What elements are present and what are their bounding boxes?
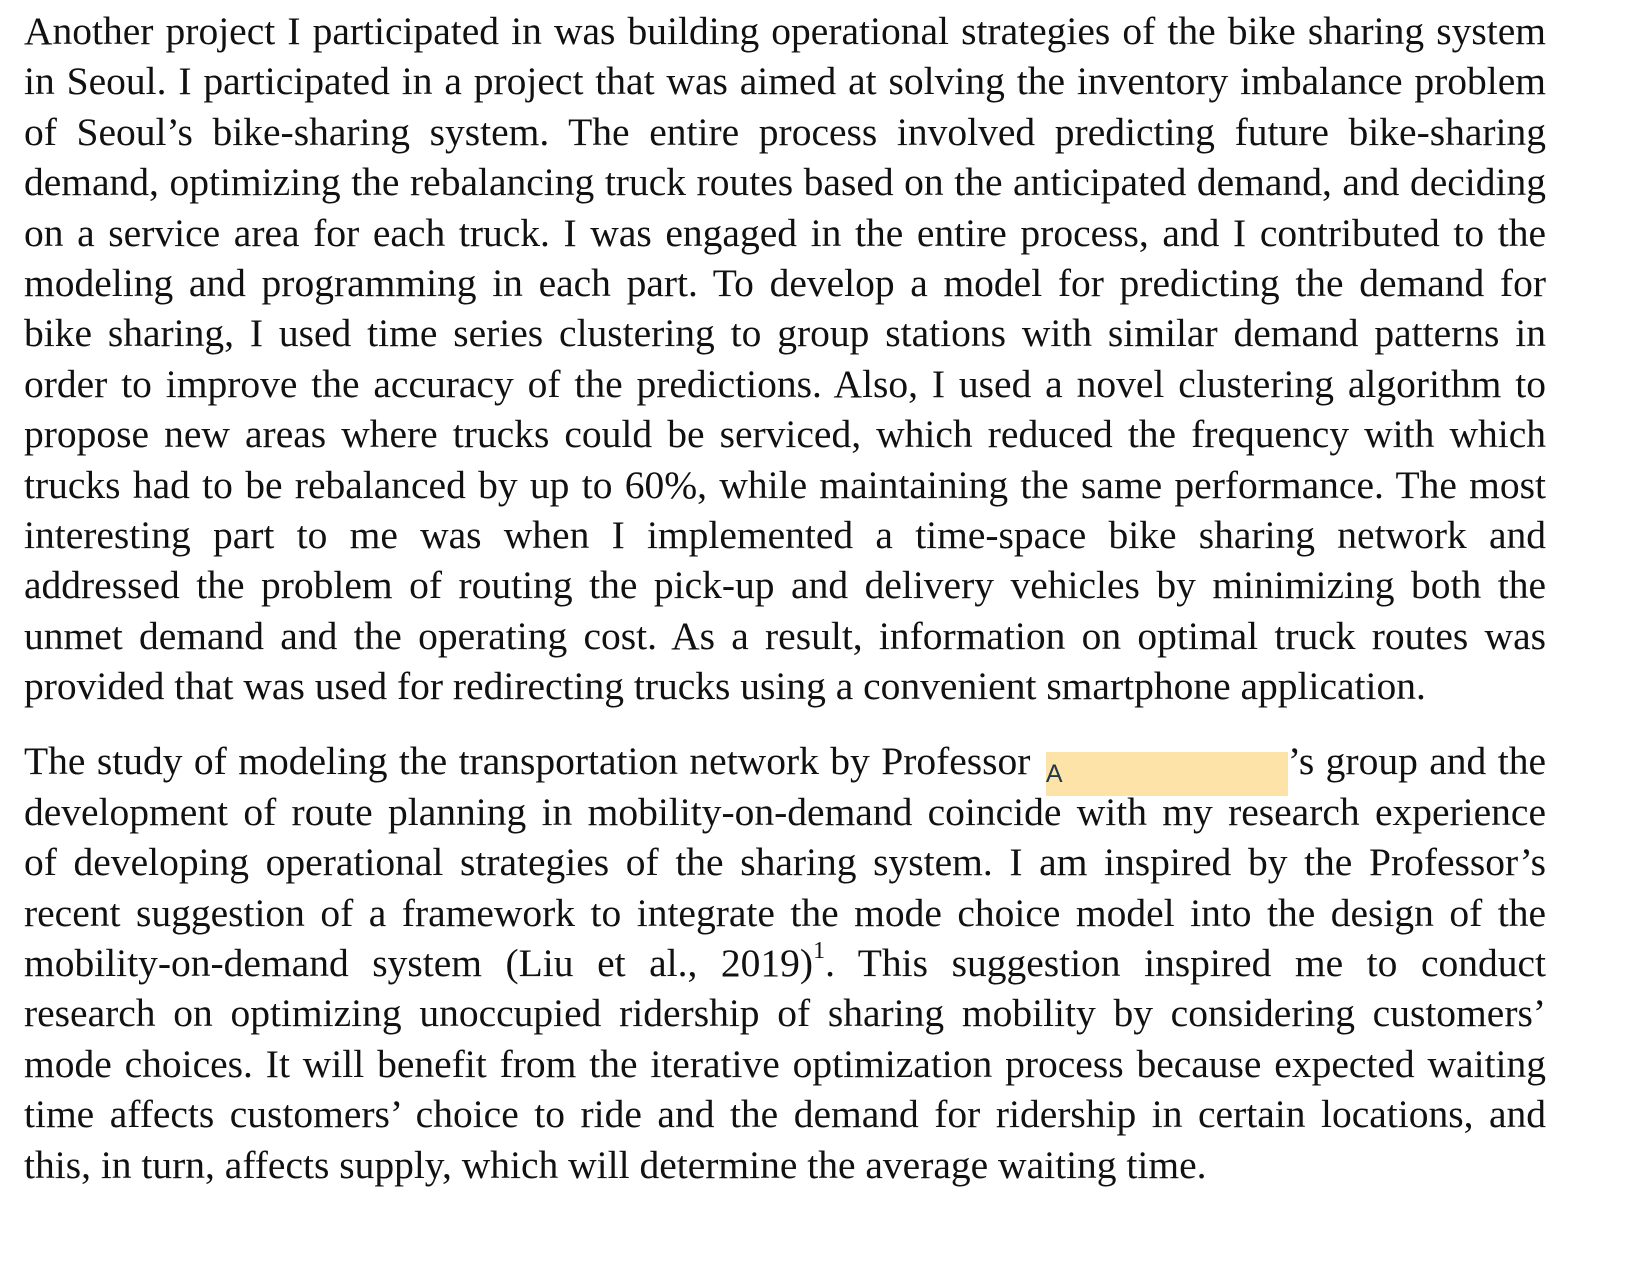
paragraph-line: provided that was used for redirecting trucks using a convenient smartphone application. [24, 664, 1426, 709]
paragraph-line: time affects customers’ choice to ride and the demand for ridership in certain locations, and [24, 1092, 1546, 1137]
paragraph-line: mode choices. It will benefit from the iterative optimization process because expected waiting [24, 1041, 1546, 1086]
paragraph-line: development of route planning in mobility-on-demand coincide with my research experience [24, 789, 1546, 834]
paragraph-line: on a service area for each truck. I was engaged in the entire process, and I contributed to the [24, 210, 1546, 255]
paragraph-line-with-redaction [24, 736, 1547, 789]
paragraph-line: unmet demand and the operating cost. As a result, information on optimal truck routes was [24, 613, 1546, 658]
paragraph-bike-sharing-project [24, 6, 1546, 711]
paragraph-line: interesting part to me was when I implemented a time-space bike sharing network and [24, 512, 1546, 557]
paragraph-line: in Seoul. I participated in a project that was aimed at solving the inventory imbalance problem [24, 59, 1546, 104]
line-text: The study of modeling the transportation network by Professor [24, 739, 1031, 784]
document-page [24, 6, 1546, 1190]
paragraph-spacer [24, 711, 1546, 736]
redacted-name-highlight: A [1046, 752, 1288, 796]
paragraph-line: trucks had to be rebalanced by up to 60%, while maintaining the same performance. The most [24, 462, 1546, 507]
line-text: ’s group and the [1287, 739, 1547, 784]
paragraph-professor-research [24, 736, 1546, 1190]
line-text: . This suggestion inspired me to conduct [825, 941, 1546, 986]
paragraph-line: modeling and programming in each part. To develop a model for predicting the demand for [24, 260, 1546, 305]
paragraph-line: this, in turn, affects supply, which will determine the average waiting time. [24, 1142, 1207, 1187]
paragraph-line: of developing operational strategies of the sharing system. I am inspired by the Professor’s [24, 840, 1546, 885]
line-text: mobility-on-demand system (Liu et al., 2019) [24, 941, 814, 986]
paragraph-line: propose new areas where trucks could be serviced, which reduced the frequency with which [24, 412, 1546, 457]
paragraph-line: bike sharing, I used time series clustering to group stations with similar demand patterns in [24, 311, 1546, 356]
paragraph-line: of Seoul’s bike-sharing system. The entire process involved predicting future bike-sharing [24, 109, 1546, 154]
paragraph-line: demand, optimizing the rebalancing truck routes based on the anticipated demand, and deciding [24, 160, 1546, 205]
paragraph-line-with-footnote [24, 938, 1546, 988]
footnote-marker[interactable]: 1 [813, 938, 826, 965]
paragraph-line: recent suggestion of a framework to integrate the mode choice model into the design of the [24, 890, 1546, 935]
paragraph-line: addressed the problem of routing the pick-up and delivery vehicles by minimizing both the [24, 563, 1546, 608]
paragraph-line: order to improve the accuracy of the predictions. Also, I used a novel clustering algorithm to [24, 361, 1546, 406]
paragraph-line: Another project I participated in was building operational strategies of the bike sharing system [24, 9, 1546, 53]
paragraph-line: research on optimizing unoccupied ridership of sharing mobility by considering customers’ [24, 991, 1546, 1036]
